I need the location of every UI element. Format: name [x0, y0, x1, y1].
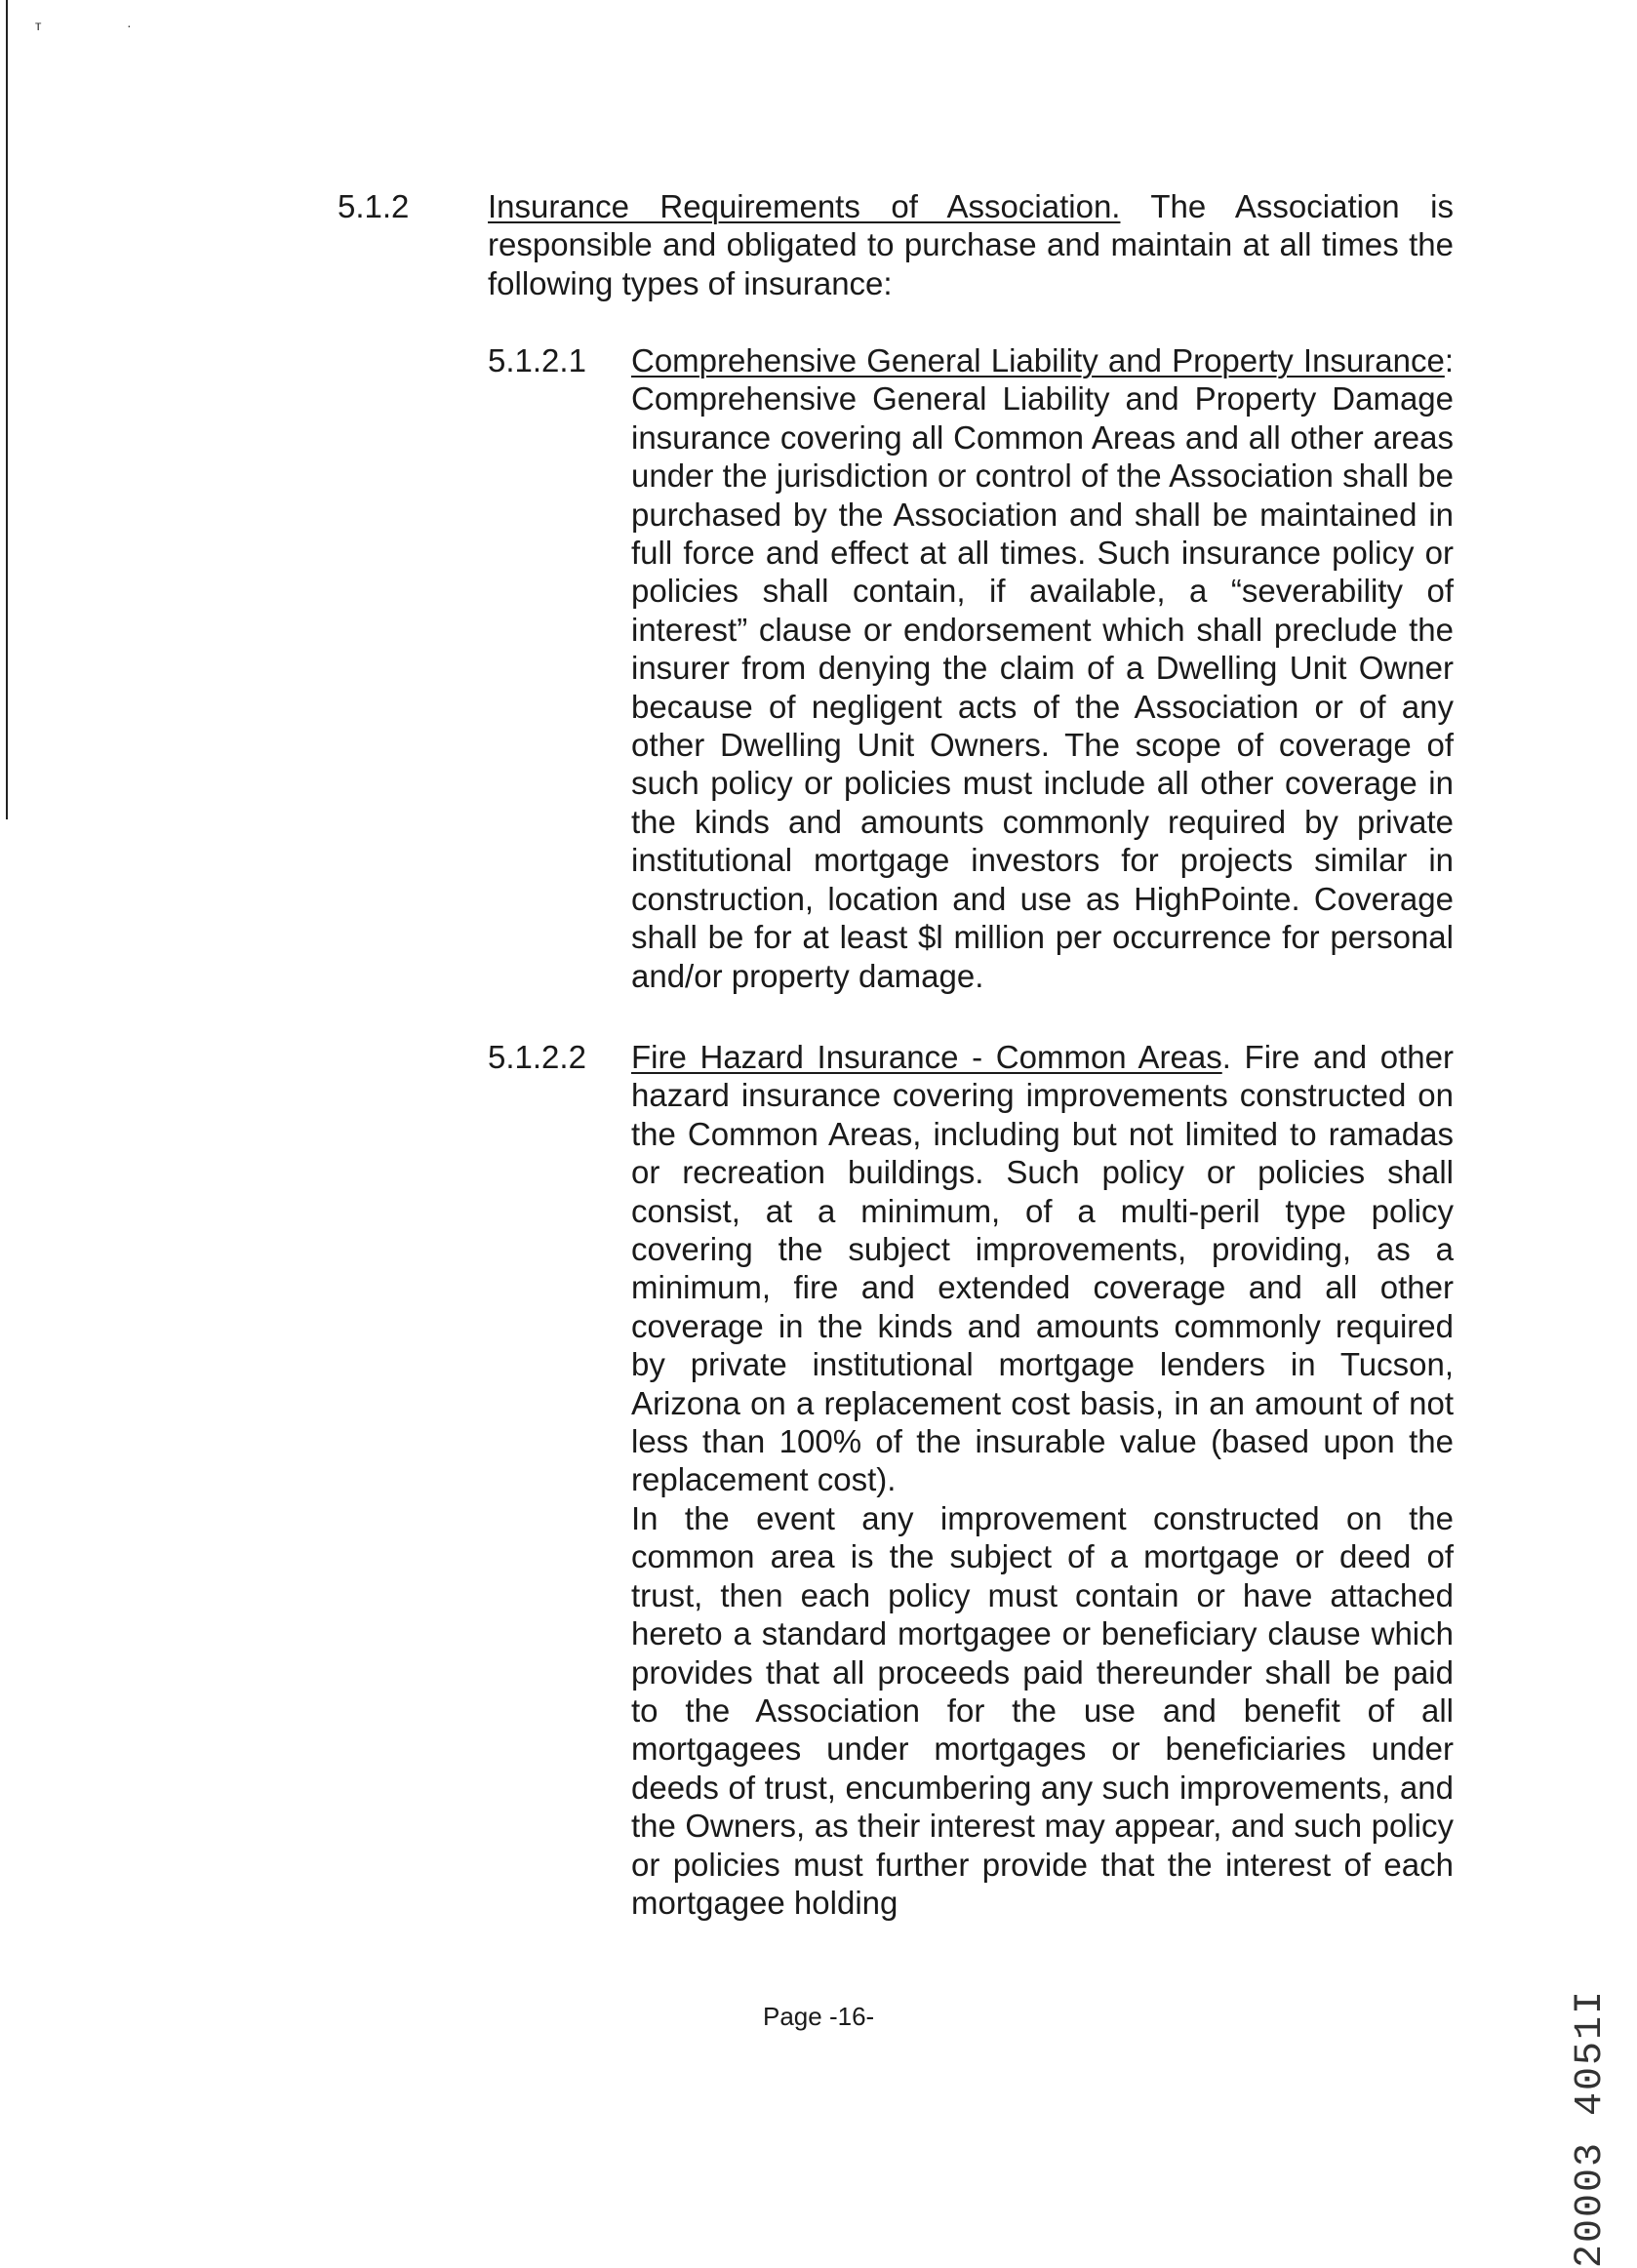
section-5-1-2-2: [631, 1038, 1454, 1499]
section-number: 5.1.2.1: [488, 342, 586, 378]
scan-speck: т: [35, 18, 42, 33]
page-number: Page -16-: [763, 2002, 875, 2031]
recording-stamp: 20003 4051I: [1569, 1988, 1613, 2268]
section-5-1-2: [488, 187, 1454, 302]
section-title: Insurance Requirements of Association.: [488, 188, 1121, 224]
section-body: . Fire and other hazard insurance covering improvements constructed on the Common Areas, including but not limited to ramadas or recreation buildings. Such policy or policies shall consist, at a minimum, of a multi-peril type policy covering the subject improvements, providing, as a minimum, fire and extended coverage and all other coverage in the kinds and amounts commonly required by private institutional mortgage lenders in Tucson, Arizona on a replacement cost basis, in an amount of not less than 100% of the insurable value (based upon the replacement cost).: [631, 1039, 1454, 1498]
section-number: 5.1.2.2: [488, 1039, 586, 1075]
section-body: : Comprehensive General Liability and Property Damage insurance covering all Common Areas and all other areas under the jurisdiction or control of the Association shall be purchased by the Association and shall be maintained in full force and effect at all times. Such insurance policy or policies shall contain, if available, a “severability of interest” clause or endorsement which shall preclude the insurer from denying the claim of a Dwelling Unit Owner because of negligent acts of the Association or of any other Dwelling Unit Owners. The scope of coverage of such policy or policies must include all other coverage in the kinds and amounts commonly required by private institutional mortgage investors for projects similar in construction, location and use as HighPointe. Coverage shall be for at least $l million per occurrence for personal and/or property damage.: [631, 342, 1454, 994]
section-5-1-2-2-paragraph-2: In the event any improvement constructed on the common area is the subject of a mortgage or deed of trust, then each policy must contain or have attached hereto a standard mortgagee or beneficiary clause which provides that all proceeds paid thereunder shall be paid to the Association for the use and benefit of all mortgagees under mortgages or beneficiaries under deeds of trust, encumbering any such improvements, and the Owners, as their interest may appear, and such policy or policies must further provide that the interest of each mortgagee holding: [631, 1500, 1454, 1922]
section-body: The Association is responsible and obligated to purchase and maintain at all times the following types of insurance:: [488, 188, 1454, 301]
section-title: Fire Hazard Insurance - Common Areas: [631, 1039, 1222, 1075]
section-number: 5.1.2: [338, 188, 410, 224]
scan-speck: ·: [127, 18, 132, 33]
scan-edge-line: [6, 0, 8, 819]
section-5-1-2-1: [631, 341, 1454, 995]
section-title: Comprehensive General Liability and Property Insurance: [631, 342, 1445, 378]
